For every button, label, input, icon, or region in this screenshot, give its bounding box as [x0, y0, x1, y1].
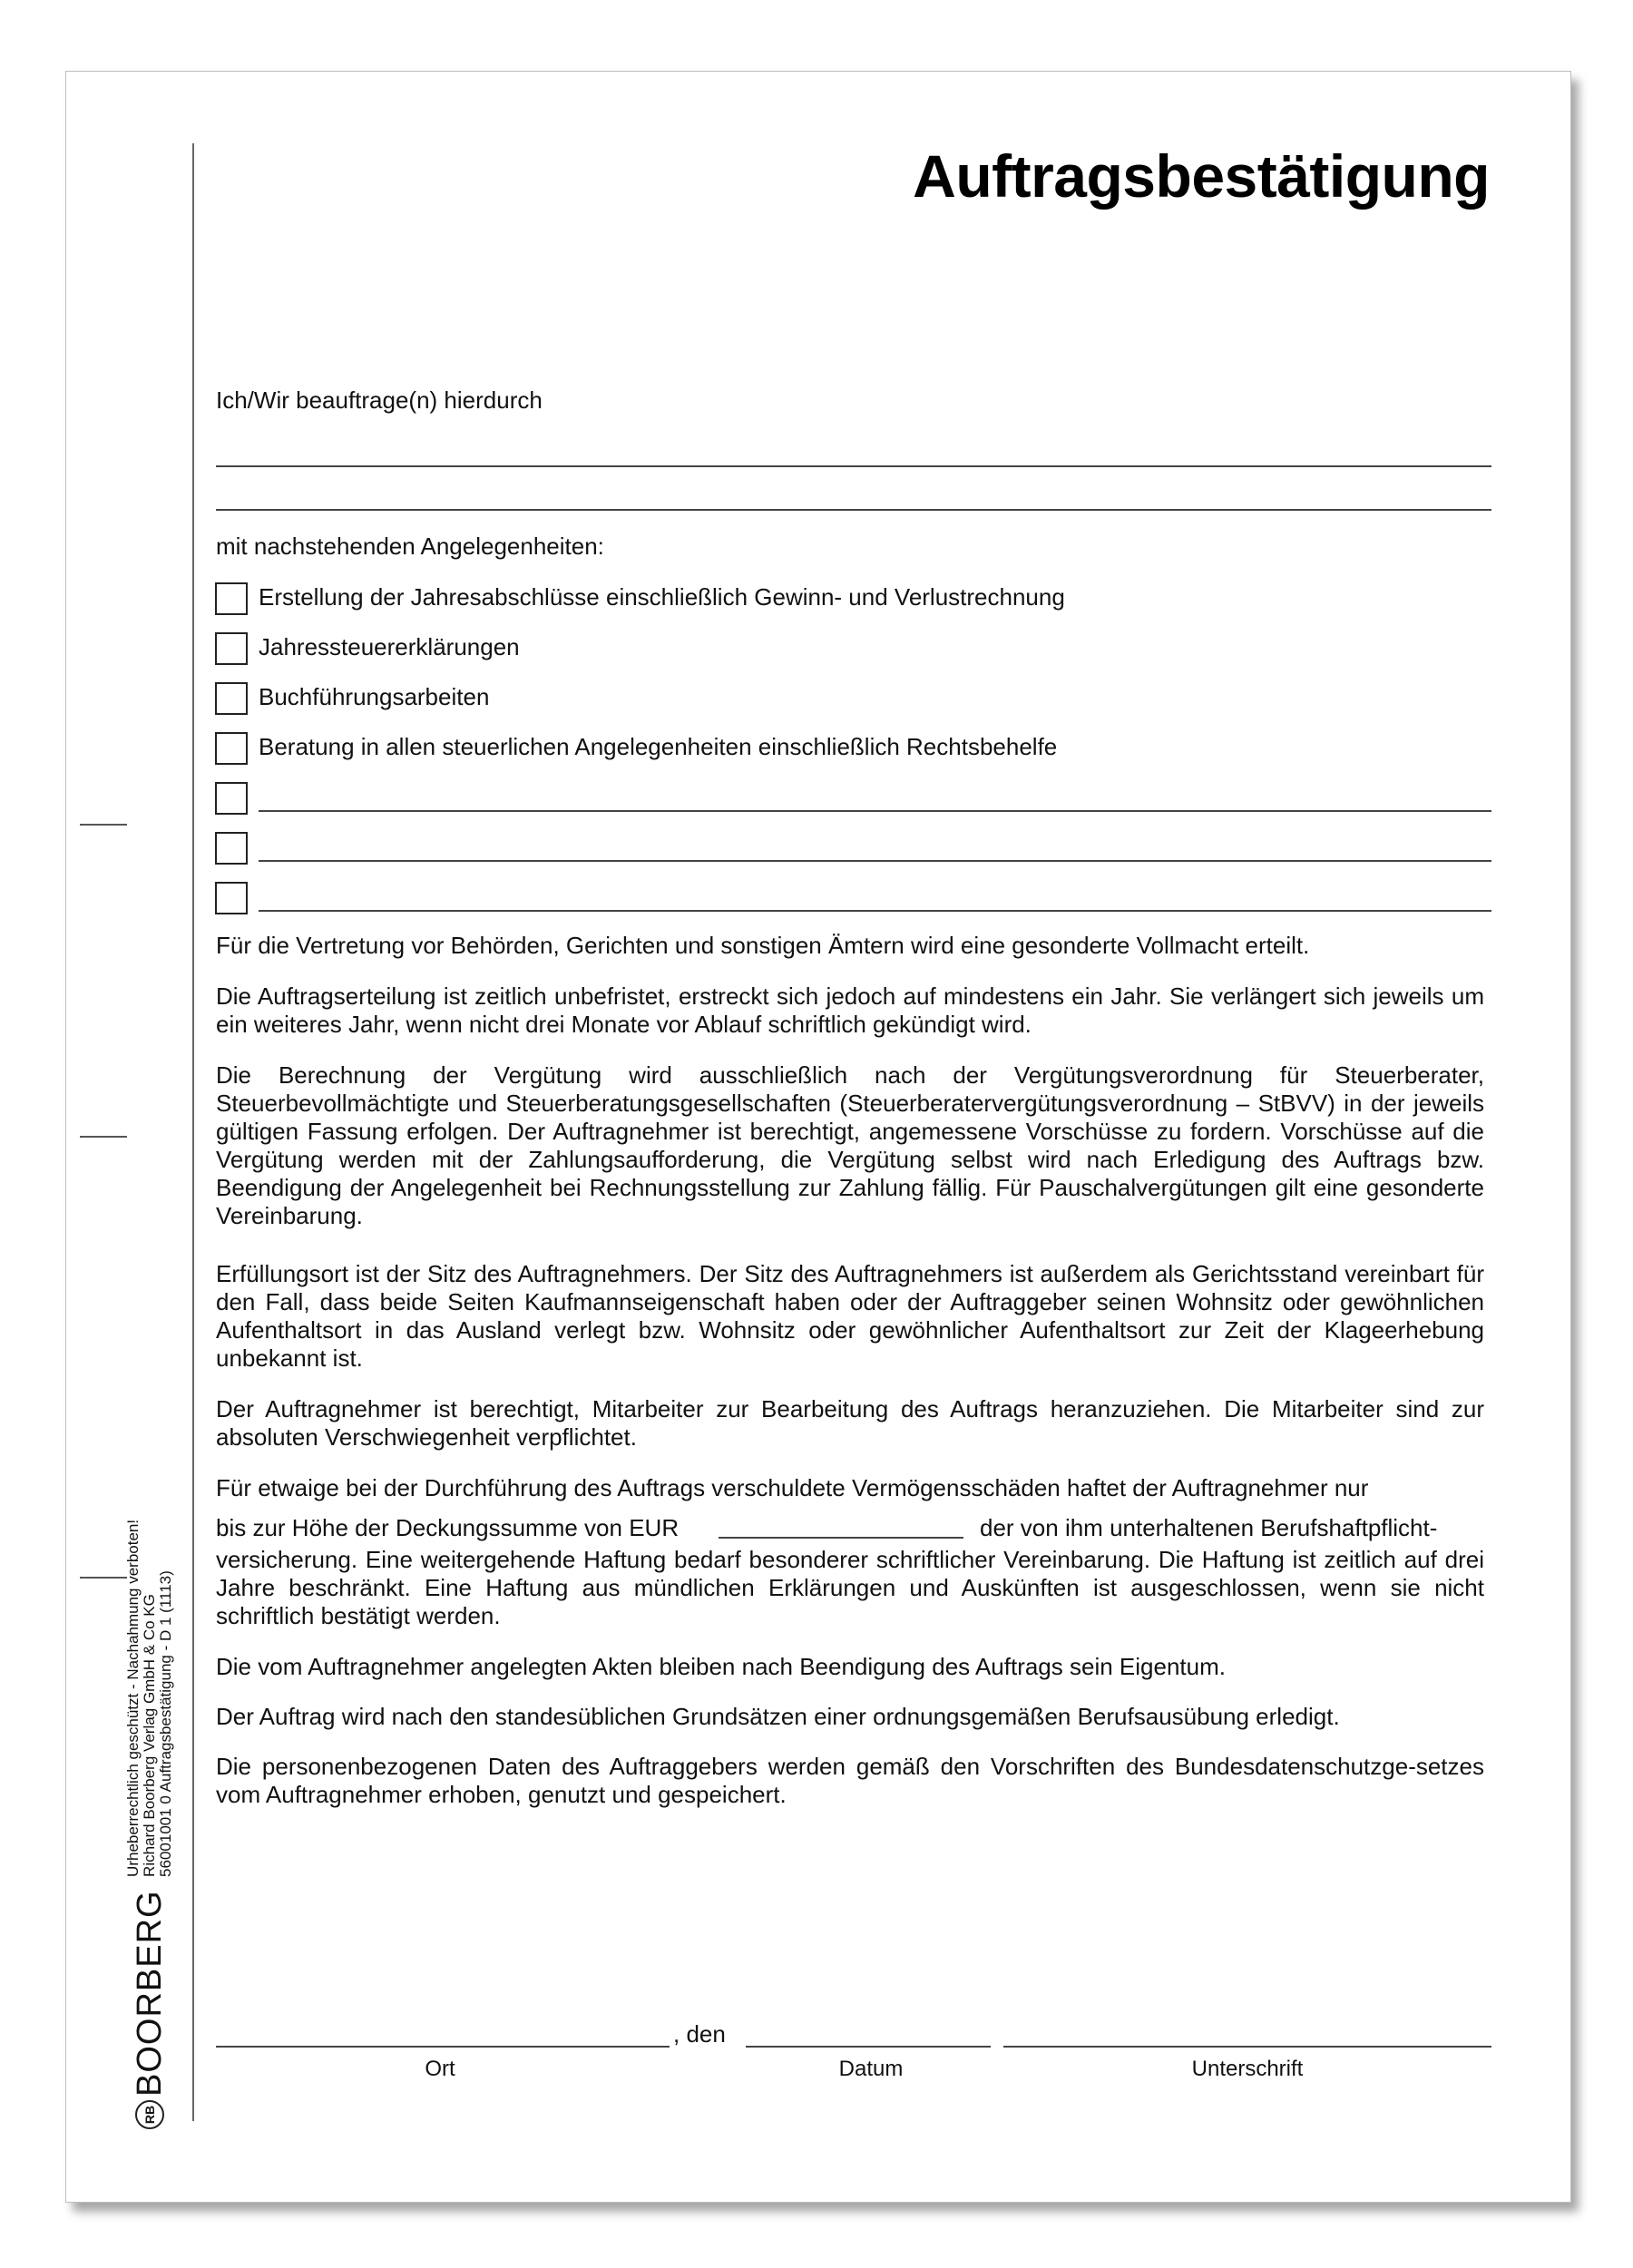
option-label-jahresabschluss: Erstellung der Jahresabschlüsse einschließlich Gewinn- und Verlustrechnung — [259, 583, 1065, 611]
paragraph-haftung-line-2a: bis zur Höhe der Deckungssumme von EUR — [216, 1514, 680, 1541]
client-name-line-2[interactable] — [216, 509, 1491, 511]
page-title: Auftragsbestätigung — [913, 142, 1490, 210]
publisher-logo — [131, 1890, 170, 2129]
paragraph-verguetung: Die Berechnung der Vergütung wird ausschließlich nach der Vergütungsverordnung für Steuerberater, Steuerbevollmächtigte und Steuerberatungsgesellschaften (Steuerberatervergütungsverordnung – StBVV) in der jeweils gültigen Fassung erfolgen. Der Auftragnehmer ist berechtigt, angemessene Vorschüsse zu fordern. Vorschüsse auf die Vergütung werden mit der Zahlungsaufforderung, die Vergütung selbst wird nach Erledigung des Auftrags bzw. Beendigung der Angelegenheit bei Rechnungsstellung zur Zahlung fällig. Für Pauschalvergütungen gilt eine gesonderte Vereinbarung. — [216, 1061, 1484, 1229]
den-text: , den — [673, 2020, 726, 2048]
paragraph-erfuellungsort: Erfüllungsort ist der Sitz des Auftragnehmers. Der Sitz des Auftragnehmers ist außerdem als Gerichtsstand vereinbart für den Fall, dass beide Seiten Kaufmannseigenschaft haben oder der Auftraggeber seinen Wohnsitz oder gewöhnlichen Aufenthaltsort in das Ausland verlegt bzw. Wohnsitz oder gewöhnlicher Aufenthaltsort zur Zeit der Klageerhebung unbekannt ist. — [216, 1260, 1484, 1372]
paragraph-berufsausuebung: Der Auftrag wird nach den standesüblichen Grundsätzen einer ordnungsgemäßen Berufsausübung erledigt. — [216, 1703, 1340, 1730]
checkbox-beratung[interactable] — [215, 732, 248, 765]
ort-signature-line[interactable] — [216, 2046, 670, 2048]
publisher-logo-icon: RB — [135, 2100, 164, 2129]
checkbox-custom-1[interactable] — [215, 782, 248, 815]
fold-mark-middle — [80, 1136, 127, 1138]
paragraph-haftung-line-1: Für etwaige bei der Durchführung des Auftrags verschuldete Vermögensschäden haftet der Auftragnehmer nur — [216, 1474, 1369, 1501]
paragraph-haftung-rest: versicherung. Eine weitergehende Haftung bedarf besonderer schriftlicher Vereinbarung. Die Haftung ist zeitlich auf drei Jahre beschränkt. Eine Haftung aus mündlichen Erklärungen und Auskünften ist ausgeschlossen, wenn sie nicht schriftlich bestätigt werden. — [216, 1546, 1484, 1629]
checkbox-steuererklaerungen[interactable] — [215, 632, 248, 665]
paragraph-mitarbeiter: Der Auftragnehmer ist berechtigt, Mitarbeiter zur Bearbeitung des Auftrags heranzuziehen. Die Mitarbeiter sind zur absoluten Verschwiegenheit verpflichtet. — [216, 1395, 1484, 1451]
intro-text: Ich/Wir beauftrage(n) hierdurch — [216, 386, 543, 414]
paragraph-vollmacht: Für die Vertretung vor Behörden, Gerichten und sonstigen Ämtern wird eine gesonderte Vollmacht erteilt. — [216, 932, 1310, 959]
custom-option-line-3[interactable] — [259, 910, 1491, 912]
checkbox-custom-2[interactable] — [215, 832, 248, 865]
paragraph-haftung-line-2b: der von ihm unterhaltenen Berufshaftpflicht- — [980, 1514, 1438, 1541]
datum-signature-line[interactable] — [746, 2046, 991, 2048]
client-name-line-1[interactable] — [216, 465, 1491, 467]
checkbox-custom-3[interactable] — [215, 882, 248, 914]
custom-option-line-1[interactable] — [259, 810, 1491, 812]
option-label-buchfuehrung: Buchführungsarbeiten — [259, 683, 490, 710]
deckungssumme-input-line[interactable] — [719, 1537, 963, 1539]
fold-mark-bottom — [80, 1577, 127, 1579]
datum-label: Datum — [838, 2057, 904, 2081]
paragraph-auftragsdauer: Die Auftragserteilung ist zeitlich unbefristet, erstreckt sich jedoch auf mindestens ein Jahr. Sie verlängert sich jeweils um ein weiteres Jahr, wenn nicht drei Monate vor Ablauf schriftlich gekündigt wird. — [216, 982, 1484, 1038]
publisher-name: BOORBERG — [130, 1890, 169, 2097]
option-label-beratung: Beratung in allen steuerlichen Angelegenheiten einschließlich Rechtsbehelfe — [259, 733, 1058, 760]
paragraph-datenschutz: Die personenbezogenen Daten des Auftraggebers werden gemäß den Vorschriften des Bundesdatenschutzge-setzes vom Auftragnehmer erhoben, genutzt und gespeichert. — [216, 1753, 1484, 1808]
imprint-copyright: Urheberrechtlich geschützt - Nachahmung verboten! — [124, 1519, 142, 1877]
paragraph-akten: Die vom Auftragnehmer angelegten Akten bleiben nach Beendigung des Auftrags sein Eigentum. — [216, 1653, 1226, 1680]
imprint-lines — [125, 1520, 174, 1877]
custom-option-line-2[interactable] — [259, 860, 1491, 862]
publisher-imprint — [125, 1520, 174, 2129]
option-label-steuererklaerungen: Jahressteuererklärungen — [259, 633, 520, 660]
unterschrift-signature-line[interactable] — [1003, 2046, 1491, 2048]
imprint-publisher: Richard Boorberg Verlag GmbH & Co KG — [141, 1594, 158, 1877]
checkbox-buchfuehrung[interactable] — [215, 682, 248, 715]
imprint-form-number: 56001001 0 Auftragsbestätigung - D 1 (1113) — [157, 1570, 174, 1877]
ort-label: Ort — [425, 2057, 455, 2081]
fold-mark-top — [80, 824, 127, 826]
checkbox-jahresabschluss[interactable] — [215, 582, 248, 615]
matters-label: mit nachstehenden Angelegenheiten: — [216, 533, 604, 560]
margin-rule — [192, 143, 194, 2121]
unterschrift-label: Unterschrift — [1191, 2057, 1304, 2081]
